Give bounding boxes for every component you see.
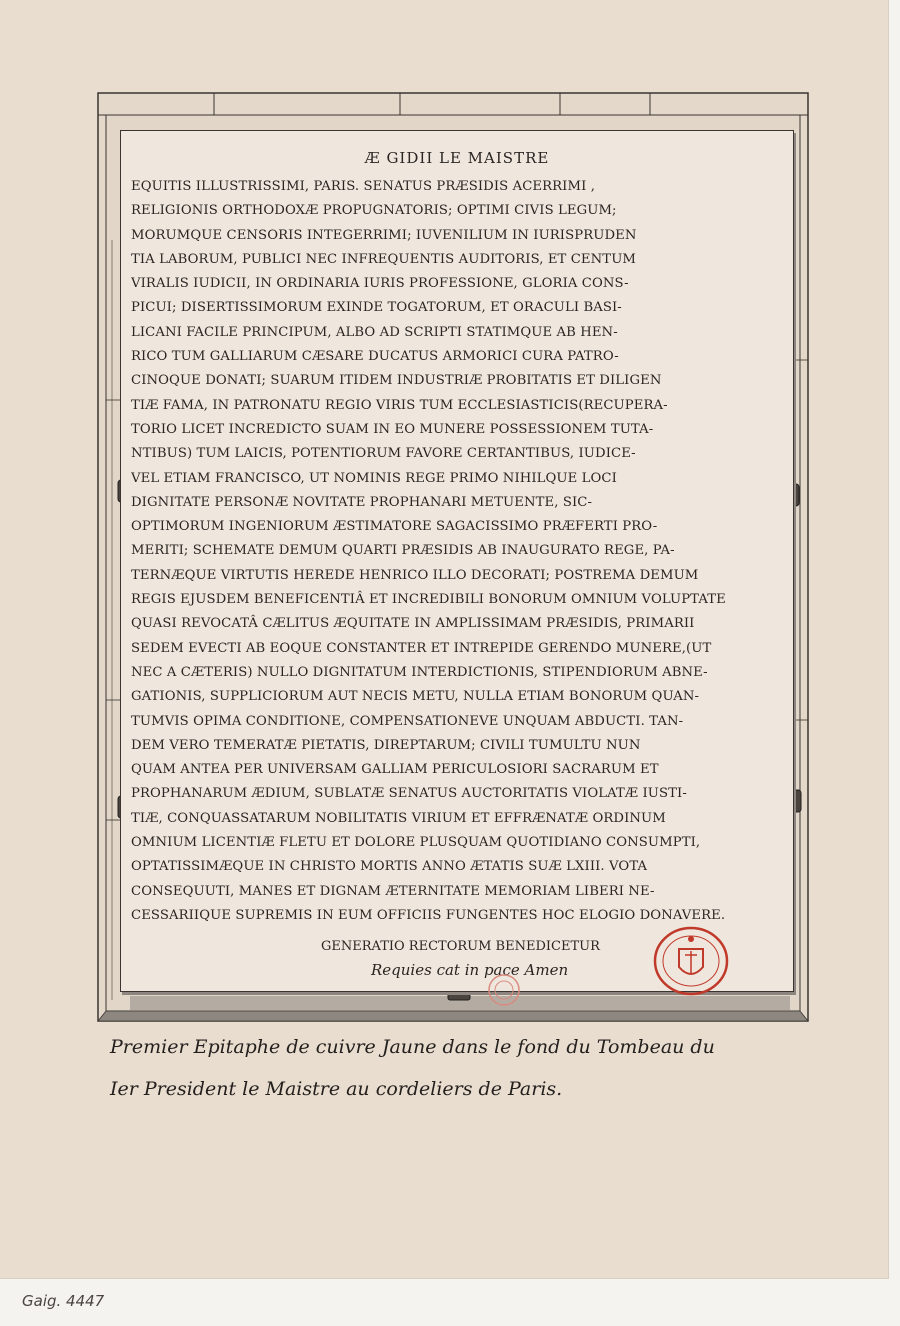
inscription-line: TIA LABORUM, PUBLICI NEC INFREQUENTIS AUDITORIS, ET CENTUM <box>131 251 637 267</box>
inscription-line: CONSEQUUTI, MANES ET DIGNAM ÆTERNITATE MEMORIAM LIBERI NE- <box>131 883 655 899</box>
inscription-line: DEM VERO TEMERATÆ PIETATIS, DIREPTARUM; CIVILI TUMULTU NUN <box>131 737 641 753</box>
inscription-line: REGIS EJUSDEM BENEFICENTIÂ ET INCREDIBILI BONORUM OMNIUM VOLUPTATE <box>131 592 726 608</box>
inscription-line: CINOQUE DONATI; SUARUM ITIDEM INDUSTRIÆ PROBITATIS ET DILIGEN <box>131 373 662 389</box>
inscription-line: TERNÆQUE VIRTUTIS HEREDE HENRICO ILLO DECORATI; POSTREMA DEMUM <box>131 567 699 583</box>
inscription-line: NEC A CÆTERIS) NULLO DIGNITATUM INTERDICTIONIS, STIPENDIORUM ABNE- <box>131 664 708 680</box>
library-stamp-icon <box>652 925 730 997</box>
small-stamp-icon <box>486 972 522 1008</box>
inscription-line: OMNIUM LICENTIÆ FLETU ET DOLORE PLUSQUAM QUOTIDIANO CONSUMPTI, <box>131 835 701 851</box>
inscription-line: TORIO LICET INCREDICTO SUAM IN EO MUNERE POSSESSIONEM TUTA- <box>131 421 654 437</box>
inscription-line: TIÆ FAMA, IN PATRONATU REGIO VIRIS TUM ECCLESIASTICIS(RECUPERA- <box>131 397 668 413</box>
inscription-title: Æ GIDII LE MAISTRE <box>364 149 550 167</box>
inscription-line: TIÆ, CONQUASSATARUM NOBILITATIS VIRIUM ET EFFRÆNATÆ ORDINUM <box>131 810 666 826</box>
caption-line-1: Premier Epitaphe de cuivre Jaune dans le fond du Tombeau du <box>110 1036 715 1058</box>
inscription-line: MERITI; SCHEMATE DEMUM QUARTI PRÆSIDIS AB INAUGURATO REGE, PA- <box>131 543 675 559</box>
inscription-line: EQUITIS ILLUSTRISSIMI, PARIS. SENATUS PRÆSIDIS ACERRIMI , <box>131 179 595 194</box>
inscription-line: PICUI; DISERTISSIMORUM EXINDE TOGATORUM, ET ORACULI BASI- <box>131 300 622 316</box>
inscription-line: OPTATISSIMÆQUE IN CHRISTO MORTIS ANNO ÆTATIS SUÆ LXIII. VOTA <box>131 859 648 875</box>
inscription-line: GATIONIS, SUPPLICIORUM AUT NECIS METU, NULLA ETIAM BONORUM QUAN- <box>131 689 700 705</box>
inscription-line: RICO TUM GALLIARUM CÆSARE DUCATUS ARMORICI CURA PATRO- <box>131 349 619 365</box>
inscription-line: OPTIMORUM INGENIORUM ÆSTIMATORE SAGACISSIMO PRÆFERTI PRO- <box>131 519 658 535</box>
epitaph-plaque <box>120 130 794 992</box>
inscription-line: CESSARIIQUE SUPREMIS IN EUM OFFICIIS FUNGENTES HOC ELOGIO DONAVERE. <box>131 907 726 923</box>
inscription-line: MORUMQUE CENSORIS INTEGERRIMI; IUVENILIUM IN IURISPRUDEN <box>131 227 637 243</box>
inscription-line: SEDEM EVECTI AB EOQUE CONSTANTER ET INTREPIDE GERENDO MUNERE,(UT <box>131 640 712 656</box>
closing-motto: GENERATIO RECTORUM BENEDICETUR <box>321 939 600 954</box>
inscription-line: DIGNITATE PERSONÆ NOVITATE PROPHANARI METUENTE, SIC- <box>131 494 593 510</box>
inscription-line: VEL ETIAM FRANCISCO, UT NOMINIS REGE PRIMO NIHILQUE LOCI <box>131 470 617 486</box>
inscription-line: VIRALIS IUDICII, IN ORDINARIA IURIS PROFESSIONE, GLORIA CONS- <box>131 276 629 292</box>
shelfmark: Gaig. 4447 <box>22 1292 105 1310</box>
inscription-line: QUASI REVOCATÂ CÆLITUS ÆQUITATE IN AMPLISSIMAM PRÆSIDIS, PRIMARII <box>131 616 695 632</box>
closing-prayer: Requies cat in pace Amen <box>371 961 569 979</box>
inscription-body <box>131 175 787 928</box>
inscription-line: QUAM ANTEA PER UNIVERSAM GALLIAM PERICULOSIORI SACRARUM ET <box>131 762 659 778</box>
caption-line-2: Ier President le Maistre au cordeliers de Paris. <box>110 1078 563 1100</box>
inscription-line: NTIBUS) TUM LAICIS, POTENTIORUM FAVORE CERTANTIBUS, IUDICE- <box>131 446 636 462</box>
inscription-line: RELIGIONIS ORTHODOXÆ PROPUGNATORIS; OPTIMI CIVIS LEGUM; <box>131 203 617 219</box>
inscription-line: LICANI FACILE PRINCIPUM, ALBO AD SCRIPTI STATIMQUE AB HEN- <box>131 324 618 340</box>
inscription-line: TUMVIS OPIMA CONDITIONE, COMPENSATIONEVE UNQUAM ABDUCTI. TAN- <box>131 713 684 729</box>
inscription-line: PROPHANARUM ÆDIUM, SUBLATÆ SENATUS AUCTORITATIS VIOLATÆ IUSTI- <box>131 786 687 802</box>
